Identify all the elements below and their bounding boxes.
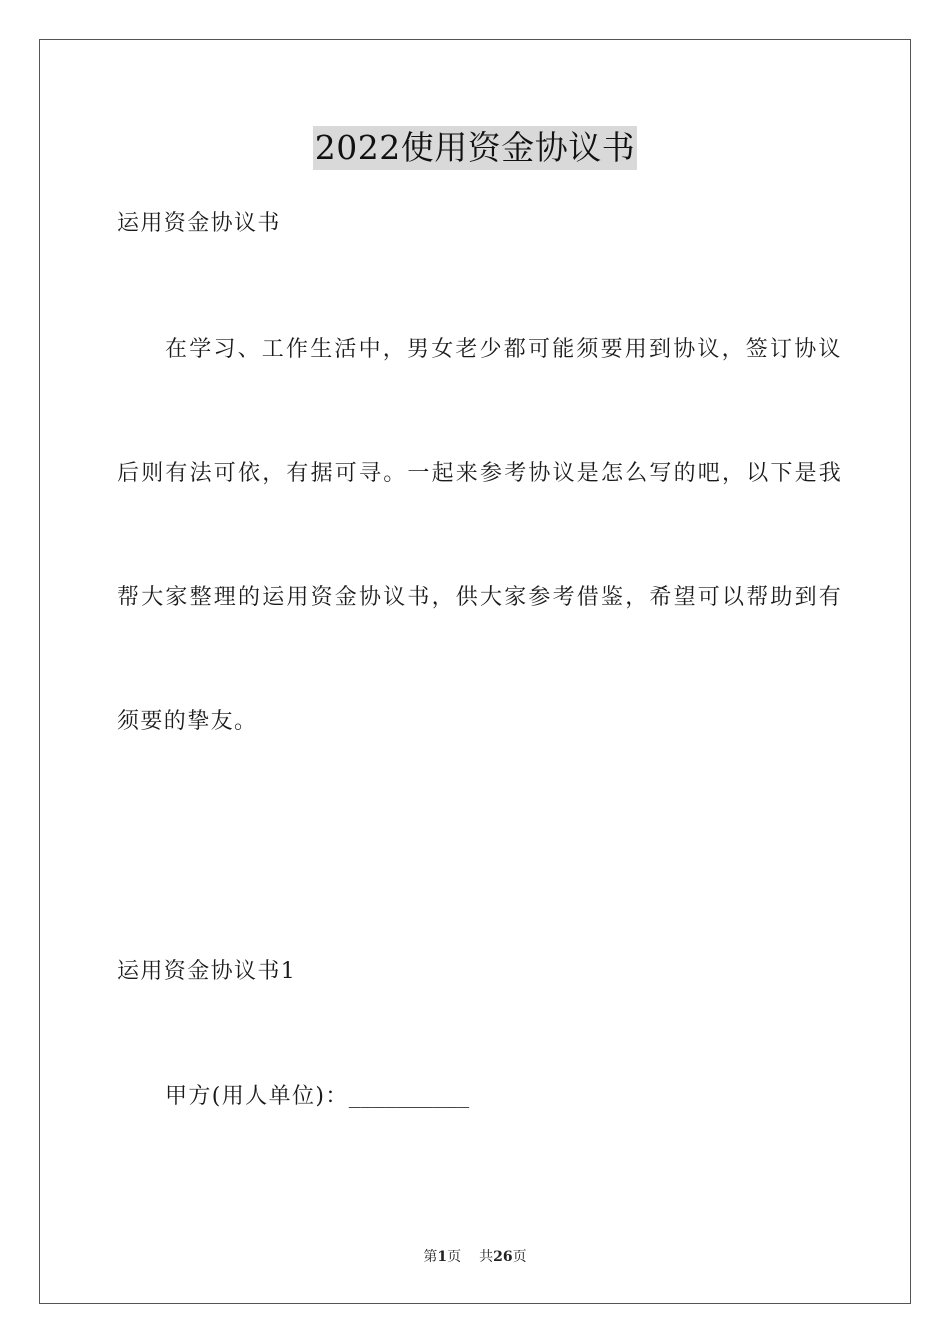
page-total: 26 (493, 1249, 513, 1265)
paragraph-line: 帮大家整理的运用资金协议书，供大家参考借鉴，希望可以帮助到有 (117, 585, 844, 610)
page-current: 1 (437, 1249, 448, 1265)
total-prefix: 共 (479, 1249, 494, 1265)
document-title: 2022使用资金协议书 (313, 126, 637, 170)
party-a-label: 甲方(用人单位)： (165, 1084, 349, 1109)
party-a-blank-field: __________ (348, 1084, 470, 1108)
paragraph-line: 在学习、工作生活中，男女老少都可能须要用到协议，签订协议 (165, 337, 843, 362)
page-footer (0, 1248, 950, 1266)
party-a-row (165, 1081, 885, 1112)
document-heading: 运用资金协议书 (117, 211, 281, 236)
paragraph-line: 后则有法可依，有据可寻。一起来参考协议是怎么写的吧，以下是我 (117, 461, 844, 486)
page-prefix: 第 (423, 1249, 438, 1265)
title-container (0, 126, 950, 170)
total-suffix: 页 (512, 1249, 527, 1265)
page-suffix: 页 (447, 1249, 462, 1265)
section-subheading: 运用资金协议书1 (117, 959, 297, 984)
paragraph-line: 须要的挚友。 (117, 709, 258, 734)
